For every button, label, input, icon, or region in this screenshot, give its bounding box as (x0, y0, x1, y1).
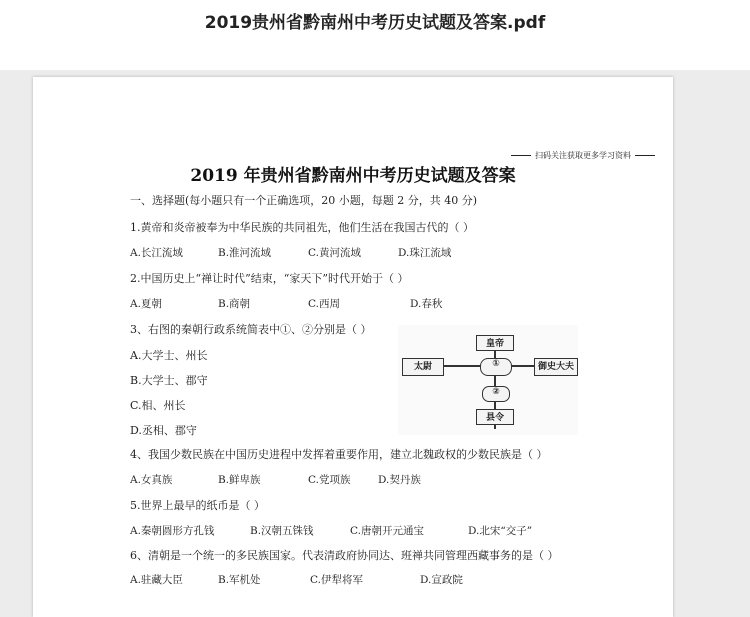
scan-note (511, 150, 655, 161)
option: A.夏朝 (130, 298, 162, 310)
question-4: 4、我国少数民族在中国历史进程中发挥着重要作用，建立北魏政权的少数民族是（ ） (130, 448, 548, 461)
scan-note-text: 扫码关注获取更多学习资料 (535, 151, 631, 160)
question-2: 2.中国历史上“禅让时代”结束，“家天下”时代开始于（ ） (130, 272, 409, 285)
diagram-box-center: ① (480, 358, 512, 376)
option: D.宣政院 (420, 574, 463, 586)
option: D.春秋 (410, 298, 443, 310)
question-3: 3、右图的秦朝行政系统简表中①、②分别是（ ） (130, 323, 372, 336)
option: C.党项族 (308, 474, 351, 486)
question-6: 6、清朝是一个统一的多民族国家。代表清政府协同达、班禅共同管理西藏事务的是（ ） (130, 549, 559, 562)
diagram-box-lower: ② (482, 386, 510, 402)
question-1: 1.黄帝和炎帝被奉为中华民族的共同祖先，他们生活在我国古代的（ ） (130, 221, 474, 234)
diagram-box-left: 太尉 (402, 358, 444, 376)
question-5: 5.世界上最早的纸币是（ ） (130, 499, 265, 512)
option: A.大学士、州长 (130, 349, 208, 362)
option: A.秦朝圆形方孔钱 (130, 525, 215, 537)
viewer-toolbar (0, 0, 750, 70)
option: C.相、州长 (130, 399, 186, 412)
option: C.唐朝开元通宝 (350, 525, 424, 537)
option: B.汉朝五铢钱 (250, 525, 314, 537)
option: C.伊犁将军 (310, 574, 363, 586)
option: C.黄河流域 (308, 247, 361, 259)
qin-admin-diagram (398, 325, 578, 435)
diagram-box-top: 皇帝 (476, 335, 514, 351)
option: C.西周 (308, 298, 340, 310)
option: D.丞相、郡守 (130, 424, 197, 437)
option: B.军机处 (218, 574, 261, 586)
option: B.商朝 (218, 298, 251, 310)
option: D.北宋“交子” (468, 525, 533, 537)
document-title: 2019 年贵州省黔南州中考历史试题及答案 (190, 166, 516, 186)
option: A.长江流域 (130, 247, 183, 259)
option: B.鲜卑族 (218, 474, 261, 486)
option: D.契丹族 (378, 474, 421, 486)
diagram-box-right: 御史大夫 (534, 358, 578, 376)
section-heading: 一、选择题(每小题只有一个正确选项，20 小题，每题 2 分，共 40 分) (130, 194, 478, 207)
diagram-box-bottom: 县令 (476, 409, 514, 425)
pdf-page (33, 77, 673, 617)
option: A.驻藏大臣 (130, 574, 183, 586)
option: D.珠江流域 (398, 247, 452, 259)
option: A.女真族 (130, 474, 173, 486)
option: B.淮河流域 (218, 247, 272, 259)
option: B.大学士、郡守 (130, 374, 208, 387)
file-title: 2019贵州省黔南州中考历史试题及答案.pdf (204, 13, 546, 33)
